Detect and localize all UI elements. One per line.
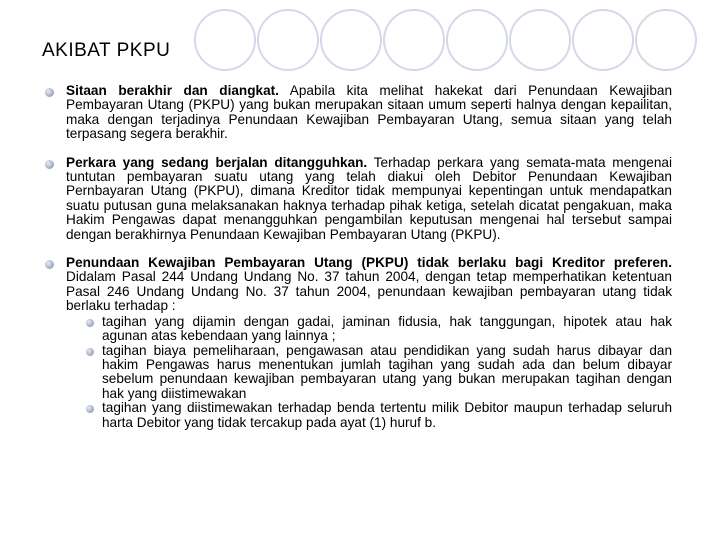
bullet-icon bbox=[86, 405, 94, 413]
bullet-list bbox=[44, 84, 672, 444]
list-item-body: Didalam Pasal 244 Undang Undang No. 37 tahun 2004, dengan tetap memperhatikan ketentuan Pasal 246 Undang Undang No. 37 tahun 2004, penundaan kewajiban pembayaran utang tidak berlaku terhadap : bbox=[66, 269, 672, 314]
bullet-icon bbox=[45, 260, 54, 269]
list-item bbox=[44, 156, 672, 242]
list-item-body: Apabila kita melihat hakekat dari Penundaan Kewajiban Pembayaran Utang (PKPU) yang bukan merupakan sitaan umum seperti halnya dengan kepailitan, maka dengan terjadinya Penundaan Kewajiban Pembayaran Utang, semua sitaan yang telah terpasang segera berakhir. bbox=[66, 83, 673, 142]
list-item-lead: Penundaan Kewajiban Pembayaran Utang (PKPU) tidak berlaku bagi Kreditor preferen. bbox=[66, 255, 672, 271]
bullet-icon bbox=[45, 160, 54, 169]
bullet-icon bbox=[45, 88, 54, 97]
sub-list-item bbox=[66, 344, 672, 402]
page-title: AKIBAT PKPU bbox=[42, 40, 171, 61]
list-item-text bbox=[66, 84, 672, 142]
sub-list-item-text: tagihan yang dijamin dengan gadai, jaminan fidusia, hak tanggungan, hipotek atau hak agunan atas kebendaan yang lainnya ; bbox=[102, 313, 672, 344]
list-item-text bbox=[66, 156, 672, 242]
list-item-body: Terhadap perkara yang semata-mata mengenai tuntutan pembayaran suatu utang yang telah diakui oleh Debitor Penundaan Kewajiban Pernbayaran Utang (PKPU), dimana Kreditor tidak mempunyai kepentingan untuk mendapatkan suatu putusan guna melaksanakan haknya terhadap pihak ketiga, setelah dicatat pengakuan, maka Hakim Pengawas dapat menangguhkan pengambilan keputusan mengenai hal tersebut sampai dengan berakhirnya Penundaan Kewajiban Pembayaran Utang (PKPU). bbox=[66, 154, 672, 242]
sub-list-item-text: tagihan yang diistimewakan terhadap benda tertentu milik Debitor maupun terhadap seluruh harta Debitor yang tidak tercakup pada ayat (1) huruf b. bbox=[102, 400, 672, 430]
list-item-lead: Sitaan berakhir dan diangkat. bbox=[66, 83, 279, 98]
bullet-icon bbox=[86, 348, 94, 356]
bullet-icon bbox=[86, 319, 94, 327]
sub-list-item-text: tagihan biaya pemeliharaan, pengawasan atau pendidikan yang sudah harus dibayar dan hakim Pengawas harus menentukan jumlah tagihan yang sudah ada dan belum dibayar sebelum penundaan kewajiban pembayaran utang yang bukan merupakan tagihan dengan hak yang diistimewakan bbox=[102, 342, 672, 401]
list-item bbox=[44, 84, 672, 142]
list-item bbox=[44, 256, 672, 430]
list-item-text bbox=[66, 256, 672, 314]
sub-list-item bbox=[66, 315, 672, 344]
sub-list bbox=[66, 315, 672, 430]
sub-list-item bbox=[66, 401, 672, 430]
list-item-lead: Perkara yang sedang berjalan ditangguhkan. bbox=[66, 154, 368, 170]
